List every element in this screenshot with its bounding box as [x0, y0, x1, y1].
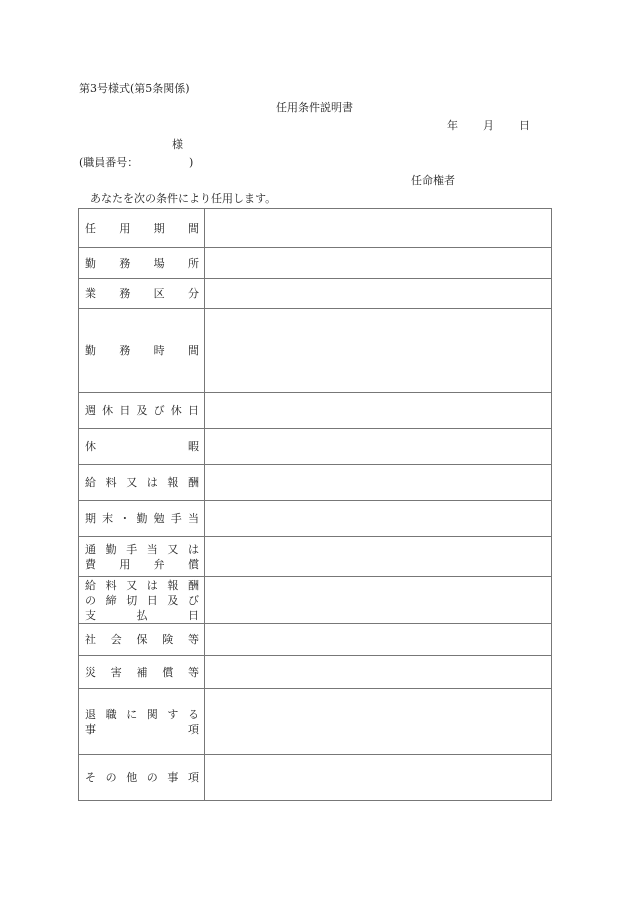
row-label-line [85, 511, 199, 526]
table-row [79, 279, 552, 309]
row-label-line [85, 665, 199, 680]
row-label-char: 弁 [153, 557, 165, 571]
row-label-char: 分 [187, 287, 199, 300]
row-label [79, 656, 205, 689]
employee-number-close: ) [189, 156, 194, 169]
row-label-char: 料 [105, 476, 117, 489]
row-label-char: 報 [167, 476, 179, 489]
row-value-field[interactable] [205, 465, 552, 501]
row-label-char: 勤 [136, 512, 148, 525]
row-label-char: の [105, 771, 117, 784]
row-label-char: は [146, 578, 158, 592]
date-month-label: 月 [483, 119, 494, 132]
row-value-field[interactable] [205, 656, 552, 689]
row-label-char: 任 [85, 221, 96, 235]
row-value-field[interactable] [205, 755, 552, 801]
row-label-char: 締 [105, 593, 117, 607]
row-label-char: 関 [146, 707, 158, 721]
row-label-line [85, 256, 199, 271]
row-label-char: 勤 [85, 344, 96, 357]
date-day-label: 日 [519, 119, 530, 132]
row-label-char: 酬 [187, 578, 199, 592]
row-value-field[interactable] [205, 501, 552, 537]
table-row [79, 309, 552, 393]
row-label-line [85, 722, 199, 737]
row-label [79, 279, 205, 309]
row-label-char: 末 [102, 512, 114, 525]
row-label-char: 場 [153, 256, 165, 270]
intro-text: あなたを次の条件により任用します。 [90, 192, 277, 205]
row-label-char: 日 [119, 404, 131, 417]
row-label-char: 区 [153, 287, 165, 300]
table-row [79, 577, 552, 624]
row-label-char: 職 [105, 707, 117, 721]
row-label-char: び [187, 593, 199, 607]
document-title: 任用条件説明書 [276, 101, 353, 114]
row-label-char: に [126, 707, 138, 721]
row-label-char: 項 [187, 771, 199, 784]
row-label-line [85, 403, 199, 418]
row-label-line [85, 593, 199, 608]
row-label-char: 険 [162, 633, 174, 646]
row-label-char: 週 [85, 404, 96, 417]
row-label [79, 501, 205, 537]
row-label-char: 報 [167, 578, 179, 592]
row-label [79, 429, 205, 465]
row-label-char: 酬 [187, 476, 199, 489]
row-label-char: は [146, 476, 158, 489]
table-row [79, 465, 552, 501]
row-label-char: 等 [188, 665, 199, 679]
row-label-char: 補 [136, 665, 148, 679]
row-label-char: 災 [85, 665, 96, 679]
row-label-line [85, 770, 199, 785]
row-label-char: 事 [167, 771, 179, 784]
table-row [79, 248, 552, 279]
table-row [79, 537, 552, 577]
row-label-line [85, 343, 199, 358]
row-label-char: 当 [187, 512, 199, 525]
row-label-char: 当 [146, 542, 158, 556]
row-label [79, 309, 205, 393]
row-label-char: 日 [146, 593, 158, 607]
row-label-char: 期 [153, 221, 165, 235]
row-value-field[interactable] [205, 577, 552, 624]
row-label-char: 勤 [105, 542, 117, 556]
table-row [79, 209, 552, 248]
row-label-char: 保 [136, 633, 148, 646]
conditions-table [78, 208, 552, 801]
row-label-char: 間 [187, 221, 199, 235]
row-label-char: 期 [85, 512, 96, 525]
date-year-label: 年 [447, 119, 458, 132]
row-label-char: る [187, 707, 199, 721]
row-label [79, 689, 205, 755]
row-label-char: 又 [126, 476, 138, 489]
row-value-field[interactable] [205, 537, 552, 577]
row-label-char: 償 [187, 557, 199, 571]
row-label-char: 又 [167, 542, 179, 556]
row-label-char: 手 [126, 542, 138, 556]
row-label-line [85, 475, 199, 490]
row-label-char: 会 [110, 633, 122, 646]
row-label-char: び [153, 404, 165, 417]
table-row [79, 429, 552, 465]
row-label-char: 通 [85, 542, 96, 556]
row-label-char: の [146, 771, 158, 784]
row-value-field[interactable] [205, 689, 552, 755]
addressee-suffix: 様 [172, 138, 183, 151]
row-value-field[interactable] [205, 248, 552, 279]
row-label-char: 勤 [85, 256, 96, 270]
row-label-char: の [85, 593, 96, 607]
row-value-field[interactable] [205, 309, 552, 393]
row-label-line [85, 542, 199, 557]
row-label-char: は [187, 542, 199, 556]
row-label-char: 及 [167, 593, 179, 607]
row-label-char: そ [85, 771, 96, 784]
row-label-line [85, 632, 199, 647]
row-value-field[interactable] [205, 393, 552, 429]
row-label-char: 勉 [153, 512, 165, 525]
table-row [79, 656, 552, 689]
row-label-line [85, 286, 199, 301]
row-label-char: 所 [187, 256, 199, 270]
row-label-char: 償 [162, 665, 174, 679]
row-label-char: 事 [85, 722, 96, 736]
row-label-char: 間 [187, 344, 199, 357]
row-label [79, 755, 205, 801]
row-label-char: 他 [126, 771, 138, 784]
row-label-char: 用 [119, 557, 131, 571]
row-label-char: 及 [136, 404, 148, 417]
row-label-char: 切 [126, 593, 138, 607]
row-label-char: 用 [119, 221, 131, 235]
row-value-field[interactable] [205, 279, 552, 309]
row-label [79, 465, 205, 501]
row-label-char: 給 [85, 578, 96, 592]
row-label-line [85, 578, 199, 593]
appointer-label: 任命権者 [411, 174, 455, 187]
table-row [79, 501, 552, 537]
row-label [79, 248, 205, 279]
row-value-field[interactable] [205, 209, 552, 248]
row-label-char: 害 [110, 665, 122, 679]
form-number: 第3号様式(第5条関係) [79, 82, 190, 95]
row-label-char: す [167, 707, 179, 721]
row-label [79, 577, 205, 624]
row-label-char: ・ [119, 512, 131, 525]
row-label-char: 費 [85, 557, 96, 571]
table-row [79, 689, 552, 755]
row-label-line [85, 439, 199, 454]
row-label-char: 料 [105, 578, 117, 592]
row-label-char: 等 [188, 633, 199, 646]
row-label-char: 手 [170, 512, 182, 525]
row-label [79, 393, 205, 429]
row-label-char: 休 [170, 404, 182, 417]
table-row [79, 393, 552, 429]
table-row [79, 755, 552, 801]
row-label [79, 624, 205, 656]
row-label-char: 払 [136, 608, 148, 622]
row-value-field[interactable] [205, 429, 552, 465]
row-label-line [85, 221, 199, 236]
row-label-char: 暇 [188, 440, 199, 453]
row-label-char: 日 [187, 404, 199, 417]
row-label-char: 又 [126, 578, 138, 592]
row-label-char: 時 [153, 344, 165, 357]
row-label [79, 209, 205, 248]
row-label-char: 務 [119, 287, 131, 300]
row-label [79, 537, 205, 577]
row-label-char: 給 [85, 476, 96, 489]
row-label-char: 社 [85, 633, 96, 646]
row-label-char: 務 [119, 344, 131, 357]
row-value-field[interactable] [205, 624, 552, 656]
row-label-char: 休 [85, 440, 96, 453]
employee-number-label: (職員番号： [79, 156, 139, 169]
table-row [79, 624, 552, 656]
row-label-line [85, 608, 199, 623]
row-label-char: 日 [188, 608, 199, 622]
row-label-line [85, 557, 199, 572]
row-label-char: 退 [85, 707, 96, 721]
row-label-char: 項 [188, 722, 199, 736]
row-label-line [85, 707, 199, 722]
row-label-char: 業 [85, 287, 96, 300]
row-label-char: 支 [85, 608, 96, 622]
row-label-char: 務 [119, 256, 131, 270]
row-label-char: 休 [102, 404, 114, 417]
